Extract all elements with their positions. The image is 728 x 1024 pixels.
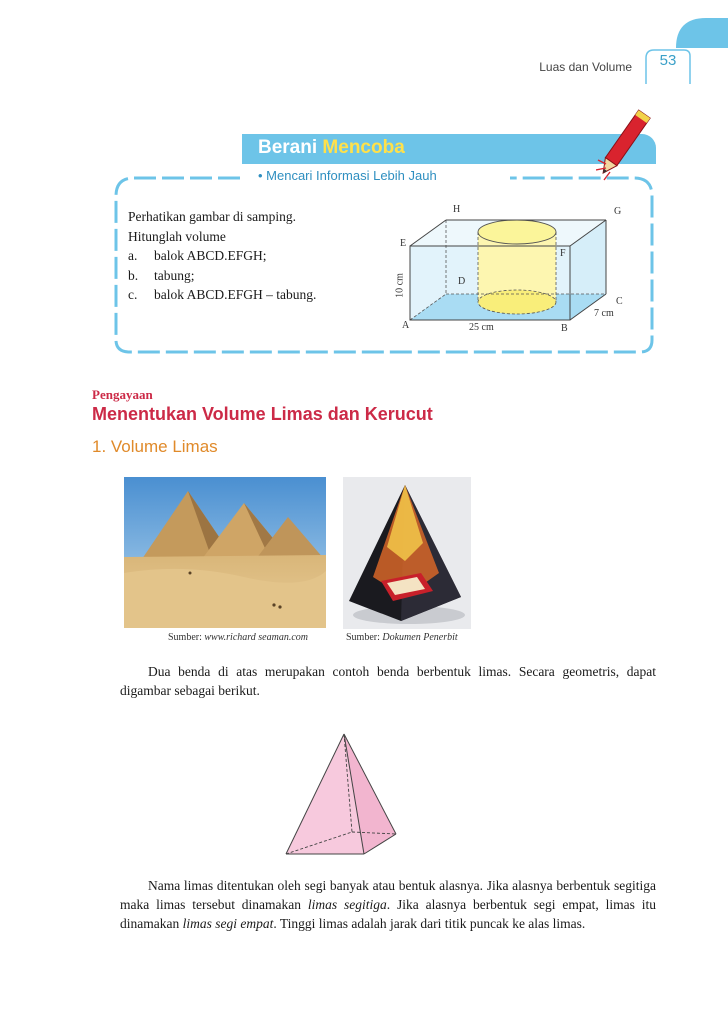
photo-caption-1-source: www.richard seaman.com [204, 632, 308, 643]
exercise-item-label: b. [128, 267, 139, 283]
pyramids-illustration [124, 477, 326, 628]
activity-title-accent: Mencoba [322, 137, 405, 158]
paragraph-2-part-3: . Tinggi limas adalah jarak dari titik puncak ke alas limas. [273, 916, 586, 931]
subsection-title: 1. Volume Limas [92, 437, 218, 456]
section-kicker: Pengayaan [92, 387, 153, 402]
pyramid-object-illustration [343, 477, 471, 629]
exercise-item-label: a. [128, 248, 138, 263]
vertex-label-g: G [614, 206, 622, 217]
section-title: Menentukan Volume Limas dan Kerucut [92, 404, 433, 424]
exercise-item-text: tabung; [154, 267, 195, 283]
term-limas-segi-empat: limas segi empat [182, 916, 274, 931]
dimension-height: 10 cm [394, 273, 406, 298]
vertex-label-d: D [458, 276, 466, 287]
exercise-item-c [128, 285, 316, 305]
dimension-length: 25 cm [469, 322, 494, 333]
photo-caption-2 [346, 632, 458, 643]
exercise-intro-2: Hitunglah volume [128, 228, 226, 244]
activity-title [258, 137, 405, 159]
vertex-label-f: F [560, 248, 566, 259]
running-header: Luas dan Volume [539, 60, 632, 74]
exercise-item-text: balok ABCD.EFGH – tabung. [154, 287, 317, 302]
photo-caption-2-prefix: Sumber: [346, 632, 383, 643]
exercise-item-a [128, 246, 316, 266]
activity-title-main: Berani [258, 137, 318, 158]
dimension-width: 7 cm [594, 308, 614, 319]
pyramid-diagram [280, 730, 420, 860]
vertex-label-b: B [561, 323, 568, 334]
vertex-label-a: A [402, 320, 410, 331]
exercise-item-b [128, 266, 316, 286]
vertex-label-e: E [400, 238, 407, 249]
exercise-text [128, 207, 316, 305]
pyramids-photo [124, 477, 326, 628]
paragraph-2-part-1: Nama limas ditentukan oleh segi banyak atau bentuk alasnya. Jika alasnya berbentuk segitiga maka limas tersebut dinamakan [120, 878, 656, 912]
corner-decoration [676, 18, 728, 48]
vertex-label-h: H [453, 204, 461, 215]
photo-caption-2-source: Dokumen Penerbit [382, 632, 458, 643]
page-number-tab [644, 46, 692, 86]
page-number: 53 [659, 52, 677, 69]
exercise-item-text: balok ABCD.EFGH; [154, 248, 267, 263]
photo-caption-1 [168, 632, 308, 643]
paragraph-2-part-2: . Jika alasnya berbentuk segi empat, limas itu dinamakan [120, 897, 656, 931]
exercise-item-label: c. [128, 287, 138, 302]
paragraph-1 [120, 662, 656, 700]
pyramid-object-photo [343, 477, 471, 629]
activity-subtitle: • Mencari Informasi Lebih Jauh [258, 168, 437, 183]
vertex-label-c: C [616, 296, 623, 307]
paragraph-1-text: Dua benda di atas merupakan contoh benda berbentuk limas. Secara geometris, dapat digambar sebagai berikut. [120, 664, 656, 698]
exercise-intro-1: Perhatikan gambar di samping. [128, 209, 296, 224]
paragraph-2 [120, 876, 656, 933]
term-limas-segitiga: limas segitiga [307, 897, 387, 912]
photo-caption-1-prefix: Sumber: [168, 632, 205, 643]
